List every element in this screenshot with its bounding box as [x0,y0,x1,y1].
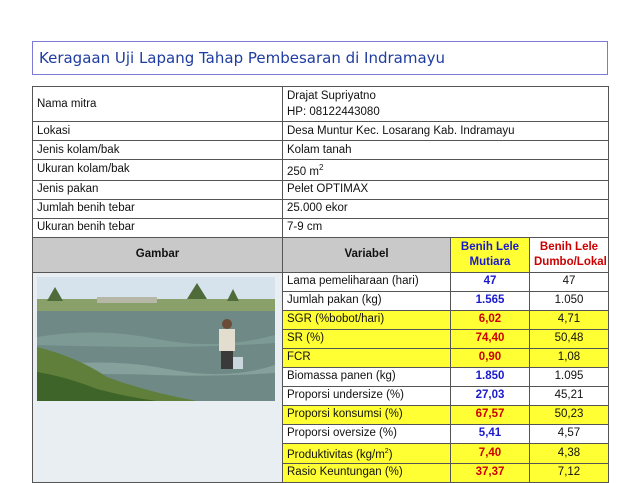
dumbo-value: 50,48 [530,329,609,348]
info-label: Jenis pakan [33,180,283,199]
info-label: Jenis kolam/bak [33,141,283,160]
mutiara-value: 67,57 [451,405,530,424]
title-box [32,41,608,75]
mutiara-value: 27,03 [451,386,530,405]
variable-cell: SR (%) [283,329,451,348]
info-value: Desa Muntur Kec. Losarang Kab. Indramayu [283,122,609,141]
variable-cell: Lama pemeliharaan (hari) [283,272,451,291]
pond-size-sup: 2 [318,163,324,172]
variable-text-end: ) [388,448,393,461]
dumbo-value: 50,23 [530,405,609,424]
header-variabel: Variabel [283,237,451,272]
data-table [32,86,609,483]
variable-cell: SGR (%bobot/hari) [283,310,451,329]
info-row [33,218,609,237]
mutiara-value: 47 [451,272,530,291]
variable-cell: Rasio Keuntungan (%) [283,463,451,482]
info-value: 25.000 ekor [283,199,609,218]
pond-photo-cell [33,272,283,482]
info-label: Ukuran kolam/bak [33,160,283,181]
mutiara-value: 0,90 [451,348,530,367]
info-row [33,87,609,122]
header-mutiara [451,237,530,272]
partner-phone: HP: 08122443080 [287,106,380,118]
variable-cell: Biomassa panen (kg) [283,367,451,386]
info-row [33,199,609,218]
mutiara-value: 1.565 [451,291,530,310]
header-mutiara-line2: Mutiara [469,255,511,268]
dumbo-value: 1,08 [530,348,609,367]
mutiara-value: 1.850 [451,367,530,386]
variable-text: Produktivitas (kg/m [287,448,385,461]
info-row [33,122,609,141]
variable-cell: FCR [283,348,451,367]
dumbo-value: 1.050 [530,291,609,310]
info-value: Kolam tanah [283,141,609,160]
pond-photo [37,277,275,401]
variable-cell: Proporsi oversize (%) [283,424,451,443]
info-value [283,160,609,181]
header-gambar: Gambar [33,237,283,272]
dumbo-value: 1.095 [530,367,609,386]
table-header [33,237,609,272]
info-row [33,180,609,199]
variable-sup: 2 [384,447,389,455]
mutiara-value: 5,41 [451,424,530,443]
dumbo-value: 4,71 [530,310,609,329]
info-row [33,160,609,181]
variable-cell [283,443,451,463]
info-value: 7-9 cm [283,218,609,237]
table-row [33,272,609,291]
info-label: Ukuran benih tebar [33,218,283,237]
info-row [33,141,609,160]
header-dumbo-line2: Dumbo/Lokal [534,255,607,268]
header-dumbo-line1: Benih Lele [539,240,599,253]
mutiara-value: 74,40 [451,329,530,348]
partner-name: Drajat Supriyatno [287,90,376,102]
info-value [283,87,609,122]
dumbo-value: 7,12 [530,463,609,482]
variable-cell: Proporsi konsumsi (%) [283,405,451,424]
info-value: Pelet OPTIMAX [283,180,609,199]
mutiara-value: 6,02 [451,310,530,329]
variable-cell: Proporsi undersize (%) [283,386,451,405]
dumbo-value: 45,21 [530,386,609,405]
dumbo-value: 47 [530,272,609,291]
info-label: Jumlah benih tebar [33,199,283,218]
pond-size: 250 m [287,165,319,178]
mutiara-value: 37,37 [451,463,530,482]
dumbo-value: 4,57 [530,424,609,443]
page-title: Keragaan Uji Lapang Tahap Pembesaran di Indramayu [39,49,446,67]
variable-cell: Jumlah pakan (kg) [283,291,451,310]
info-label: Lokasi [33,122,283,141]
mutiara-value: 7,40 [451,443,530,463]
info-label: Nama mitra [33,87,283,122]
dumbo-value: 4,38 [530,443,609,463]
header-dumbo [530,237,609,272]
header-mutiara-line1: Benih Lele [460,240,520,253]
